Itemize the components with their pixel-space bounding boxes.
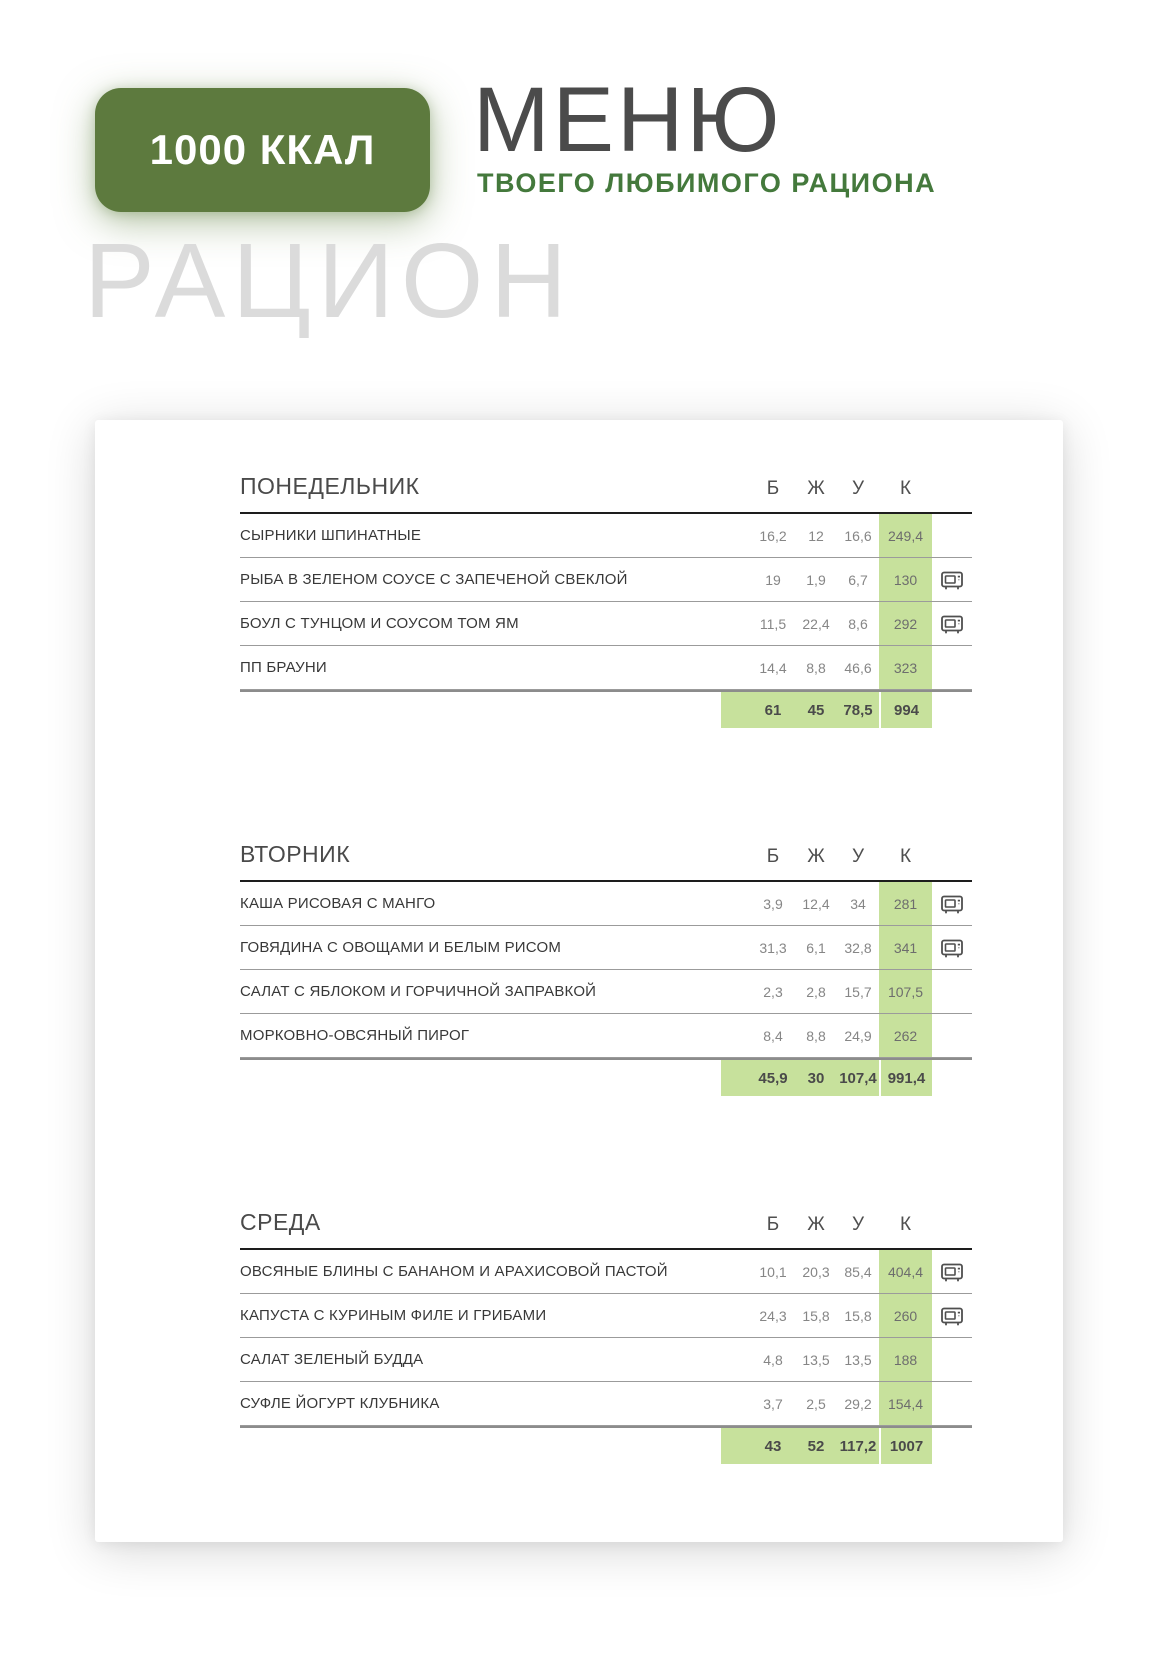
- carbs-value: 8,6: [848, 615, 868, 632]
- protein-value: 11,5: [759, 615, 787, 632]
- fat-value: 22,4: [802, 615, 830, 632]
- watermark-text: РАЦИОН: [84, 222, 574, 340]
- carbs-value: 15,7: [844, 983, 872, 1000]
- col-header-carbs: У: [851, 478, 865, 499]
- carbs-value: 13,5: [844, 1351, 872, 1368]
- total-carbs: 107,4: [839, 1069, 877, 1087]
- total-fat: 52: [807, 1437, 825, 1455]
- kcal-value: 292: [879, 602, 932, 645]
- dish-row: [240, 882, 972, 926]
- day-section-wednesday: [240, 1196, 972, 1464]
- totals-bju-block: [721, 1060, 879, 1096]
- carbs-value: 32,8: [844, 939, 872, 956]
- total-kcal: 994: [893, 701, 920, 719]
- carbs-value: 46,6: [844, 659, 872, 676]
- col-header-kcal: К: [899, 1214, 912, 1235]
- dish-row: [240, 514, 972, 558]
- totals-kcal-block: [879, 1428, 932, 1464]
- dish-name: СУФЛЕ ЙОГУРТ КЛУБНИКА: [240, 1395, 440, 1412]
- day-title: ПОНЕДЕЛЬНИК: [240, 473, 420, 499]
- calorie-badge: [95, 88, 430, 212]
- total-fat: 45: [807, 701, 825, 719]
- totals-bju-block: [721, 1428, 879, 1464]
- carbs-value: 15,8: [844, 1307, 872, 1324]
- total-kcal: 1007: [889, 1437, 924, 1455]
- day-title: СРЕДА: [240, 1209, 321, 1235]
- col-header-protein: Б: [766, 846, 780, 867]
- protein-value: 10,1: [759, 1263, 787, 1280]
- carbs-value: 29,2: [844, 1395, 872, 1412]
- page-title: МЕНЮ: [473, 69, 783, 171]
- total-carbs: 78,5: [843, 701, 873, 719]
- fat-value: 12: [808, 527, 824, 544]
- dish-row: [240, 602, 972, 646]
- dish-name: САЛАТ ЗЕЛЕНЫЙ БУДДА: [240, 1351, 424, 1368]
- protein-value: 8,4: [763, 1027, 783, 1044]
- dish-row: [240, 1338, 972, 1382]
- fat-value: 2,5: [806, 1395, 826, 1412]
- protein-value: 16,2: [759, 527, 787, 544]
- dish-name: МОРКОВНО-ОВСЯНЫЙ ПИРОГ: [240, 1027, 470, 1044]
- kcal-value: 249,4: [879, 514, 932, 557]
- dish-row: [240, 1250, 972, 1294]
- carbs-value: 34: [850, 895, 866, 912]
- microwave-icon: [932, 882, 972, 925]
- fat-value: 12,4: [802, 895, 830, 912]
- dish-name: КАША РИСОВАЯ С МАНГО: [240, 895, 436, 912]
- col-header-protein: Б: [766, 478, 780, 499]
- fat-value: 2,8: [806, 983, 826, 1000]
- day-totals-row: [240, 690, 972, 728]
- carbs-value: 16,6: [844, 527, 872, 544]
- day-totals-row: [240, 1426, 972, 1464]
- fat-value: 20,3: [802, 1263, 830, 1280]
- dish-name: ПП БРАУНИ: [240, 659, 327, 676]
- menu-card: [95, 420, 1063, 1542]
- dish-row: [240, 646, 972, 690]
- protein-value: 3,7: [763, 1395, 783, 1412]
- kcal-value: 154,4: [879, 1382, 932, 1425]
- col-header-carbs: У: [851, 846, 865, 867]
- dish-row: [240, 1014, 972, 1058]
- protein-value: 14,4: [759, 659, 787, 676]
- total-carbs: 117,2: [839, 1437, 877, 1455]
- fat-value: 8,8: [806, 1027, 826, 1044]
- day-header-row: [240, 828, 972, 882]
- kcal-value: 188: [879, 1338, 932, 1381]
- day-totals-row: [240, 1058, 972, 1096]
- day-section-monday: [240, 460, 972, 728]
- microwave-icon: [932, 602, 972, 645]
- kcal-value: 260: [879, 1294, 932, 1337]
- dish-name: РЫБА В ЗЕЛЕНОМ СОУСЕ С ЗАПЕЧЕНОЙ СВЕКЛОЙ: [240, 571, 628, 588]
- protein-value: 2,3: [763, 983, 783, 1000]
- dish-row: [240, 970, 972, 1014]
- kcal-value: 262: [879, 1014, 932, 1057]
- day-title: ВТОРНИК: [240, 841, 351, 867]
- dish-row: [240, 558, 972, 602]
- dish-name: СЫРНИКИ ШПИНАТНЫЕ: [240, 527, 422, 544]
- total-protein: 45,9: [758, 1069, 788, 1087]
- dish-name: ОВСЯНЫЕ БЛИНЫ С БАНАНОМ И АРАХИСОВОЙ ПАСТОЙ: [240, 1263, 668, 1280]
- day-section-tuesday: [240, 828, 972, 1096]
- fat-value: 13,5: [802, 1351, 830, 1368]
- dish-row: [240, 1382, 972, 1426]
- protein-value: 19: [765, 571, 781, 588]
- dish-name: САЛАТ С ЯБЛОКОМ И ГОРЧИЧНОЙ ЗАПРАВКОЙ: [240, 983, 597, 1000]
- protein-value: 4,8: [763, 1351, 783, 1368]
- microwave-icon: [932, 558, 972, 601]
- dish-name: ГОВЯДИНА С ОВОЩАМИ И БЕЛЫМ РИСОМ: [240, 939, 562, 956]
- total-protein: 43: [764, 1437, 782, 1455]
- kcal-value: 341: [879, 926, 932, 969]
- total-fat: 30: [807, 1069, 825, 1087]
- total-protein: 61: [764, 701, 782, 719]
- col-header-fat: Ж: [807, 846, 825, 867]
- protein-value: 31,3: [759, 939, 787, 956]
- kcal-value: 404,4: [879, 1250, 932, 1293]
- protein-value: 3,9: [763, 895, 783, 912]
- kcal-value: 323: [879, 646, 932, 689]
- dish-name: КАПУСТА С КУРИНЫМ ФИЛЕ И ГРИБАМИ: [240, 1307, 547, 1324]
- kcal-value: 281: [879, 882, 932, 925]
- col-header-kcal: К: [899, 478, 912, 499]
- fat-value: 6,1: [806, 939, 826, 956]
- fat-value: 8,8: [806, 659, 826, 676]
- fat-value: 15,8: [802, 1307, 830, 1324]
- col-header-fat: Ж: [807, 478, 825, 499]
- dish-row: [240, 1294, 972, 1338]
- fat-value: 1,9: [806, 571, 826, 588]
- totals-kcal-block: [879, 1060, 932, 1096]
- dish-name: БОУЛ С ТУНЦОМ И СОУСОМ ТОМ ЯМ: [240, 615, 519, 632]
- col-header-kcal: К: [899, 846, 912, 867]
- carbs-value: 6,7: [848, 571, 868, 588]
- microwave-icon: [932, 926, 972, 969]
- total-kcal: 991,4: [887, 1069, 926, 1087]
- carbs-value: 24,9: [844, 1027, 872, 1044]
- protein-value: 24,3: [759, 1307, 787, 1324]
- day-header-row: [240, 1196, 972, 1250]
- totals-kcal-block: [879, 692, 932, 728]
- carbs-value: 85,4: [844, 1263, 872, 1280]
- kcal-value: 107,5: [879, 970, 932, 1013]
- kcal-value: 130: [879, 558, 932, 601]
- calorie-badge-label: 1000 ККАЛ: [149, 126, 376, 173]
- totals-bju-block: [721, 692, 879, 728]
- microwave-icon: [932, 1250, 972, 1293]
- col-header-carbs: У: [851, 1214, 865, 1235]
- col-header-protein: Б: [766, 1214, 780, 1235]
- microwave-icon: [932, 1294, 972, 1337]
- page-subtitle: ТВОЕГО ЛЮБИМОГО РАЦИОНА: [477, 168, 937, 198]
- dish-row: [240, 926, 972, 970]
- day-header-row: [240, 460, 972, 514]
- col-header-fat: Ж: [807, 1214, 825, 1235]
